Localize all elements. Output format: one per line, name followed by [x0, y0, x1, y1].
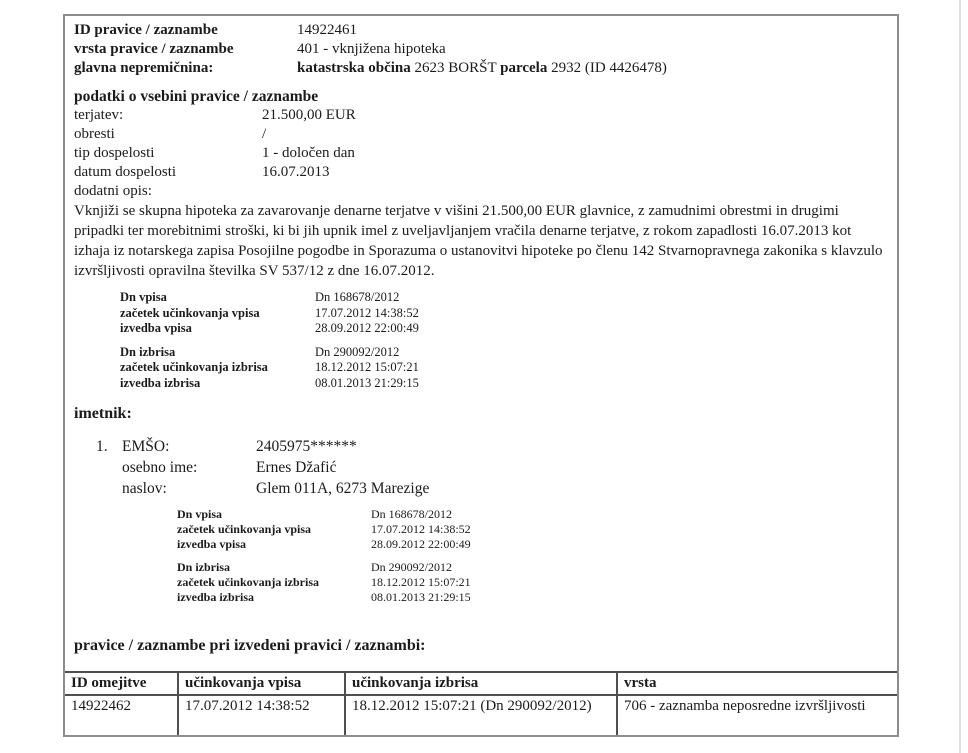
imetnik-item — [96, 436, 887, 499]
izvedene-heading: pravice / zaznambe pri izvedeni pravici / zaznambi: — [74, 637, 426, 654]
pravica-dn-block — [120, 290, 887, 391]
obresti-row — [74, 125, 887, 144]
datum-dospelosti-label: datum dospelosti — [74, 164, 177, 180]
dn-izbrisa-label: Dn izbrisa — [177, 560, 231, 574]
zacetek-izbrisa-label: začetek učinkovanja izbrisa — [177, 575, 319, 589]
tip-dospelosti-label: tip dospelosti — [74, 145, 155, 161]
obresti-label: obresti — [74, 126, 115, 142]
izvedba-izbrisa-row — [177, 590, 887, 605]
dn-izbrisa-value: Dn 290092/2012 — [315, 344, 400, 359]
parcela-label: parcela — [500, 60, 548, 76]
col-header-ucinkovanja-izbrisa: učinkovanja izbrisa — [345, 672, 617, 695]
page-right-edge — [959, 0, 961, 753]
tip-dospelosti-row — [74, 144, 887, 163]
id-pravice-value: 14922461 — [297, 22, 357, 38]
imetnik-dn-vpis — [177, 507, 887, 552]
izvedba-vpisa-row — [177, 537, 887, 552]
imetnik-item-fields — [122, 436, 429, 499]
naslov-row — [122, 478, 429, 499]
izvedba-izbrisa-row — [120, 376, 887, 392]
obresti-value: / — [262, 126, 267, 142]
dn-vpisa-row — [120, 290, 887, 306]
terjatev-label: terjatev: — [74, 107, 124, 123]
emso-value: 2405975****** — [256, 438, 357, 455]
glavna-nepremicnina-value — [297, 59, 667, 78]
izvedba-izbrisa-value: 08.01.2013 21:29:15 — [371, 590, 471, 604]
cell-vrsta: 706 - zaznamba neposredne izvršljivosti — [617, 695, 897, 735]
parcela-value: 2932 (ID 4426478) — [547, 60, 667, 76]
dn-izbrisa-value: Dn 290092/2012 — [371, 560, 452, 574]
datum-dospelosti-row — [74, 163, 887, 182]
land-registry-extract — [63, 14, 899, 737]
dn-izbrisa-row — [120, 345, 887, 361]
glavna-nepremicnina-label: glavna nepremičnina: — [74, 60, 214, 76]
imetnik-dn-izbris — [177, 560, 887, 605]
cell-id-omejitve: 14922462 — [65, 695, 178, 735]
dn-vpisa-value: Dn 168678/2012 — [315, 290, 400, 304]
izvedba-vpisa-label: izvedba vpisa — [120, 321, 192, 335]
dodatni-opis-text: Vknjiži se skupna hipoteka za zavarovanje denarne terjatve v višini 21.500,00 EUR glavnice, z zamudnimi obrestmi in drugimi pripadki ter morebitnimi stroški, ki bi jih upnik imel z uveljavljanjem vračila denarne terjatve, z rokom zapadlosti 16.07.2013 kot izhaja iz notarskega zapisa Posojilne pogodbe in Sporazuma o ustanovitvi hipoteke po členu 142 Stvarnopravnega zakonika s klavzulo izvršljivosti opravilna številka SV 537/12 z dne 16.07.2012. — [74, 203, 883, 279]
vsebina-section-heading: podatki o vsebini pravice / zaznambe — [74, 88, 319, 105]
id-pravice-label: ID pravice / zaznambe — [74, 22, 218, 38]
pravica-dn-izbris — [120, 345, 887, 392]
vrsta-pravice-label: vrsta pravice / zaznambe — [74, 41, 234, 57]
naslov-value: Glem 011A, 6273 Marezige — [256, 480, 430, 497]
tip-dospelosti-value: 1 - določen dan — [262, 145, 355, 161]
table-row — [65, 695, 897, 735]
vrsta-pravice-row — [74, 40, 887, 59]
izvedene-table-header-row — [65, 672, 897, 695]
glavna-nepremicnina-row — [74, 59, 887, 78]
emso-label: EMŠO: — [122, 438, 170, 455]
zacetek-vpisa-row — [177, 522, 887, 537]
vrsta-pravice-value: 401 - vknjižena hipoteka — [297, 41, 446, 57]
terjatev-row — [74, 106, 887, 125]
zacetek-izbrisa-row — [177, 575, 887, 590]
naslov-label: naslov: — [122, 480, 167, 497]
zacetek-vpisa-value: 17.07.2012 14:38:52 — [371, 522, 471, 536]
izvedene-heading-wrap — [74, 624, 887, 656]
dn-izbrisa-row — [177, 560, 887, 575]
col-header-ucinkovanja-vpisa: učinkovanja vpisa — [178, 672, 345, 695]
izvedba-vpisa-label: izvedba vpisa — [177, 537, 247, 551]
col-header-vrsta: vrsta — [617, 672, 897, 695]
izvedba-vpisa-row — [120, 321, 887, 337]
izvedba-izbrisa-label: izvedba izbrisa — [177, 590, 254, 604]
osebno-ime-value: Ernes Džafić — [256, 459, 337, 476]
dn-vpisa-value: Dn 168678/2012 — [371, 507, 452, 521]
zacetek-vpisa-row — [120, 306, 887, 322]
id-pravice-row — [74, 21, 887, 40]
katastrska-obcina-label: katastrska občina — [297, 60, 411, 76]
zacetek-vpisa-label: začetek učinkovanja vpisa — [177, 522, 312, 536]
terjatev-value: 21.500,00 EUR — [262, 107, 356, 123]
cell-ucinkovanja-vpisa: 17.07.2012 14:38:52 — [178, 695, 345, 735]
imetnik-dn-block — [177, 507, 887, 605]
zacetek-vpisa-label: začetek učinkovanja vpisa — [120, 305, 260, 320]
dn-vpisa-label: Dn vpisa — [120, 290, 167, 304]
cell-ucinkovanja-izbrisa: 18.12.2012 15:07:21 (Dn 290092/2012) — [345, 695, 617, 735]
zacetek-izbrisa-row — [120, 360, 887, 376]
zacetek-izbrisa-label: začetek učinkovanja izbrisa — [120, 360, 268, 374]
izvedba-izbrisa-label: izvedba izbrisa — [120, 375, 201, 390]
dodatni-opis-label: dodatni opis: — [74, 183, 152, 199]
zacetek-vpisa-value: 17.07.2012 14:38:52 — [315, 305, 419, 320]
col-header-id-omejitve: ID omejitve — [65, 672, 178, 695]
izvedene-table — [65, 671, 897, 735]
osebno-ime-label: osebno ime: — [122, 459, 198, 476]
right-identification-block — [74, 21, 887, 78]
katastrska-obcina-value: 2623 BORŠT — [410, 60, 501, 76]
izvedba-vpisa-value: 28.09.2012 22:00:49 — [315, 321, 419, 335]
dn-vpisa-row — [177, 507, 887, 522]
izvedba-izbrisa-value: 08.01.2013 21:29:15 — [315, 375, 419, 390]
imetnik-heading: imetnik: — [74, 405, 132, 422]
pravica-dn-vpis — [120, 290, 887, 337]
datum-dospelosti-value: 16.07.2013 — [262, 164, 330, 180]
izvedba-vpisa-value: 28.09.2012 22:00:49 — [371, 537, 471, 551]
imetnik-item-number: 1. — [96, 438, 108, 455]
osebno-ime-row — [122, 457, 429, 478]
vsebina-section — [74, 106, 887, 281]
zacetek-izbrisa-value: 18.12.2012 15:07:21 — [315, 360, 419, 374]
dn-izbrisa-label: Dn izbrisa — [120, 344, 176, 359]
dn-vpisa-label: Dn vpisa — [177, 507, 223, 521]
emso-row — [122, 436, 429, 457]
zacetek-izbrisa-value: 18.12.2012 15:07:21 — [371, 575, 471, 589]
